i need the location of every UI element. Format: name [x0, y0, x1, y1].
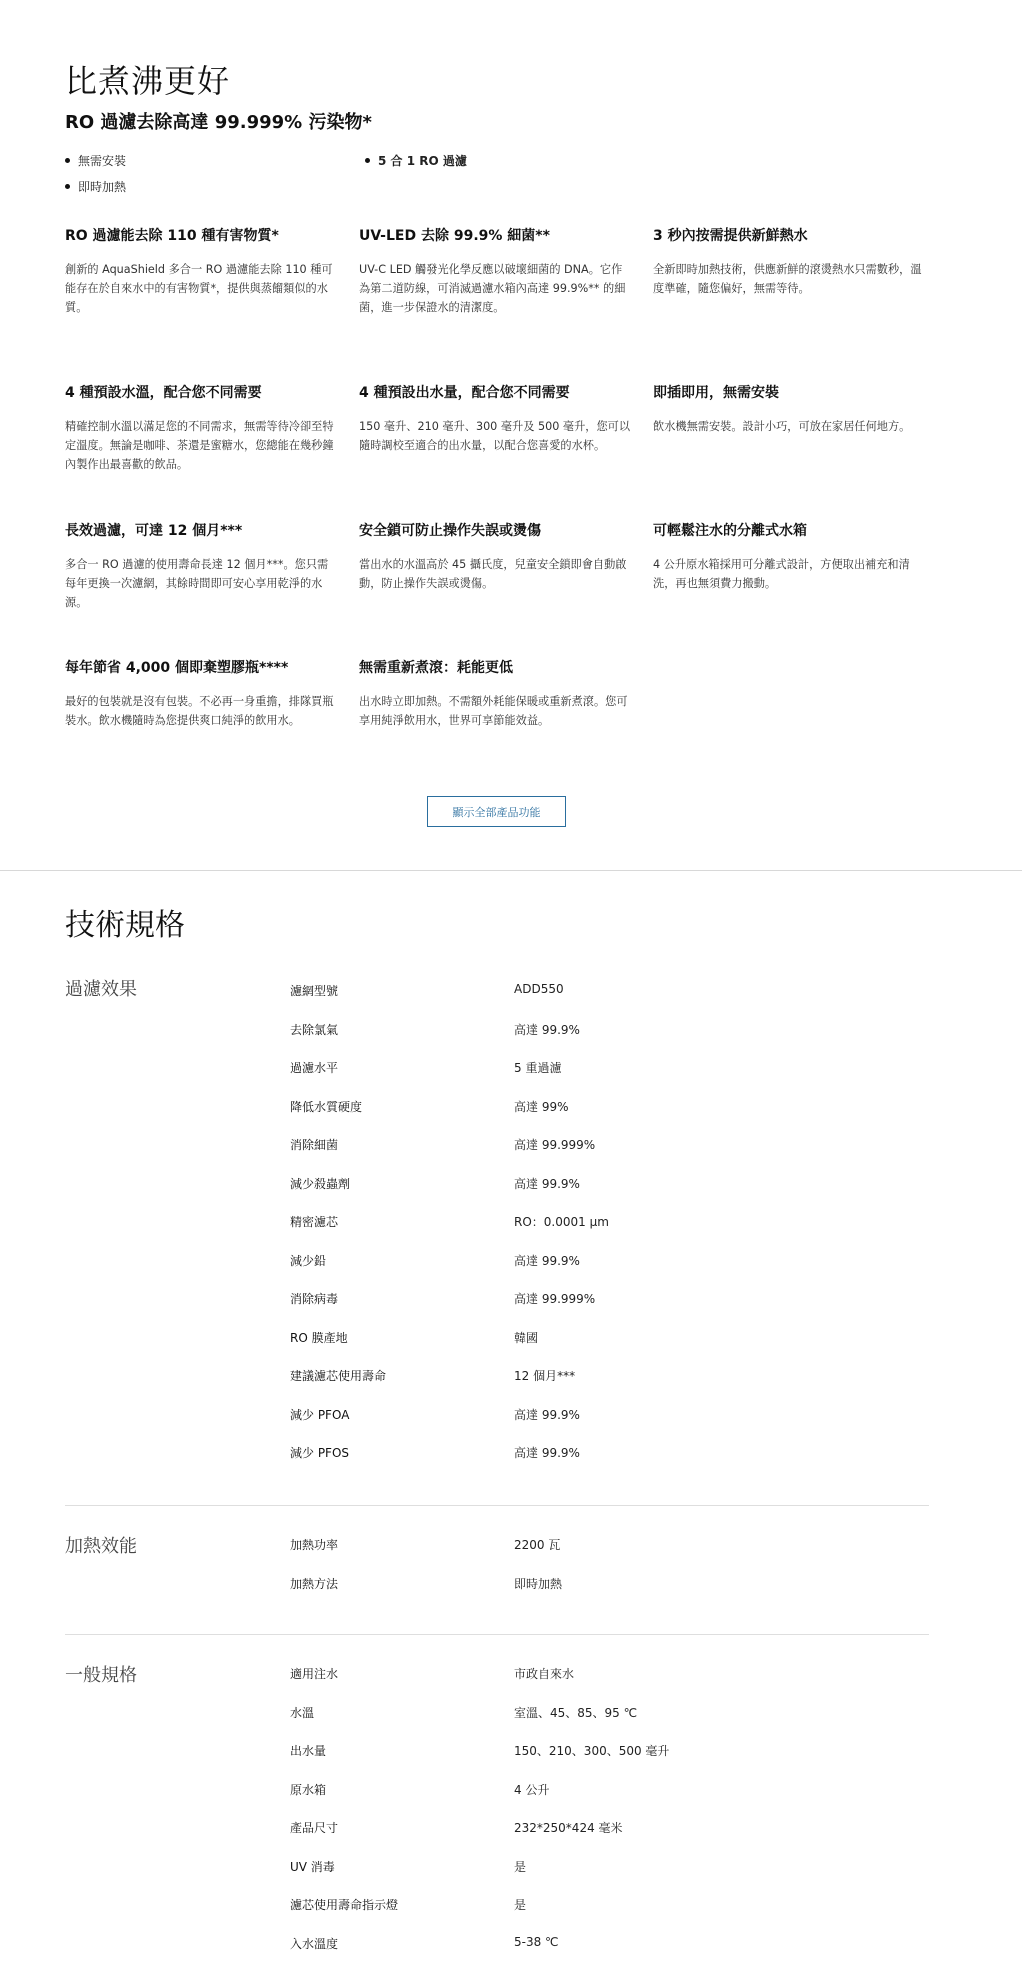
- feature-title: 4 種預設水溫，配合您不同需要: [65, 385, 262, 401]
- spec-key: 原水箱: [290, 1783, 327, 1797]
- spec-value: ADD550: [514, 982, 564, 996]
- feature-title: RO 過濾能去除 110 種有害物質*: [65, 228, 279, 244]
- highlight-label: 無需安裝: [78, 154, 127, 168]
- spec-key: 濾網型號: [290, 984, 339, 998]
- highlight-label: 5 合 1 RO 過濾: [378, 154, 467, 168]
- feature-card: [653, 383, 925, 436]
- feature-card: [359, 658, 631, 730]
- spec-row: [290, 1781, 929, 1801]
- feature-card: [653, 226, 925, 298]
- spec-value: 韓國: [514, 1331, 539, 1345]
- spec-value: 即時加熱: [514, 1577, 563, 1591]
- spec-key: UV 消毒: [290, 1860, 335, 1874]
- spec-key: RO 膜產地: [290, 1331, 348, 1345]
- specs-title: 技術規格: [65, 908, 185, 943]
- spec-row: [290, 1742, 929, 1762]
- spec-row: [290, 1406, 929, 1426]
- page-title: 比煮沸更好: [65, 62, 231, 100]
- spec-key: 過濾水平: [290, 1061, 339, 1075]
- bullet-icon: [65, 158, 70, 163]
- spec-row: [290, 1536, 929, 1556]
- spec-value: 高達 99%: [514, 1100, 569, 1114]
- feature-card: [359, 521, 631, 593]
- feature-description: 150 毫升、210 毫升、300 毫升及 500 毫升，您可以隨時調校至適合的出水量，以配合您喜愛的水杯。: [359, 420, 631, 452]
- spec-key: 濾芯使用壽命指示燈: [290, 1898, 399, 1912]
- feature-title: 長效過濾，可達 12 個月***: [65, 523, 243, 539]
- spec-value: 高達 99.9%: [514, 1254, 580, 1268]
- spec-row: [290, 1252, 929, 1272]
- spec-value: 232*250*424 毫米: [514, 1821, 623, 1835]
- highlight-item: [65, 178, 126, 195]
- spec-row: [290, 982, 929, 1002]
- spec-key: 減少 PFOS: [290, 1446, 350, 1460]
- spec-value: 4 公升: [514, 1783, 550, 1797]
- spec-key: 消除細菌: [290, 1138, 339, 1152]
- feature-description: 飲水機無需安裝。設計小巧，可放在家居任何地方。: [653, 420, 911, 433]
- spec-key: 建議濾芯使用壽命: [290, 1369, 387, 1383]
- feature-title: 3 秒內按需提供新鮮熱水: [653, 228, 808, 244]
- highlight-item: [365, 152, 467, 169]
- bullet-icon: [365, 158, 370, 163]
- spec-key: 減少殺蟲劑: [290, 1177, 351, 1191]
- feature-description: 當出水的水溫高於 45 攝氏度，兒童安全鎖即會自動啟動，防止操作失誤或燙傷。: [359, 558, 627, 590]
- feature-description: 全新即時加熱技術，供應新鮮的滾燙熱水只需數秒，溫度準確，隨您偏好，無需等待。: [653, 263, 922, 295]
- spec-value: 市政自來水: [514, 1667, 575, 1681]
- feature-title: 可輕鬆注水的分離式水箱: [653, 523, 807, 539]
- spec-row: [290, 1367, 929, 1387]
- spec-row: [290, 1098, 929, 1118]
- spec-key: 精密濾芯: [290, 1215, 339, 1229]
- spec-value: 是: [514, 1898, 527, 1912]
- spec-key: 水溫: [290, 1706, 315, 1720]
- spec-value: 高達 99.9%: [514, 1408, 580, 1422]
- spec-row: [290, 1935, 929, 1955]
- spec-row: [290, 1213, 929, 1233]
- spec-group-general: [65, 1661, 929, 1961]
- feature-title: 即插即用，無需安裝: [653, 385, 779, 401]
- spec-row: [290, 1858, 929, 1878]
- spec-value: 高達 99.9%: [514, 1177, 580, 1191]
- bullet-icon: [65, 184, 70, 189]
- feature-card: [653, 521, 925, 593]
- page-subtitle: RO 過濾去除高達 99.999% 污染物*: [65, 112, 372, 133]
- spec-value: 是: [514, 1860, 527, 1874]
- show-all-features-button[interactable]: 顯示全部產品功能: [427, 796, 566, 827]
- spec-key: 適用注水: [290, 1667, 339, 1681]
- spec-value: 高達 99.9%: [514, 1023, 580, 1037]
- spec-group-title: 過濾效果: [65, 979, 137, 1000]
- spec-row: [290, 1290, 929, 1310]
- spec-key: 產品尺寸: [290, 1821, 339, 1835]
- spec-value: 12 個月***: [514, 1369, 576, 1383]
- spec-key: 出水量: [290, 1744, 327, 1758]
- spec-value: 高達 99.9%: [514, 1446, 580, 1460]
- spec-value: 5 重過濾: [514, 1061, 562, 1075]
- feature-description: 創新的 AquaShield 多合一 RO 過濾能去除 110 種可能存在於自來水中的有害物質*，提供與蒸餾類似的水質。: [65, 263, 333, 314]
- section-divider: [0, 870, 1022, 871]
- spec-row: [290, 1819, 929, 1839]
- spec-row: [290, 1059, 929, 1079]
- highlight-label: 即時加熱: [78, 180, 127, 194]
- spec-key: 加熱方法: [290, 1577, 339, 1591]
- spec-key: 減少 PFOA: [290, 1408, 350, 1422]
- spec-group-heating: [65, 1532, 929, 1612]
- spec-group-divider: [65, 1505, 929, 1506]
- spec-row: [290, 1896, 929, 1916]
- feature-description: UV-C LED 觸發光化學反應以破壞細菌的 DNA。它作為第二道防線，可消滅過濾水箱內高達 99.9%** 的細菌，進一步保證水的清潔度。: [359, 263, 626, 314]
- spec-value: RO：0.0001 μm: [514, 1215, 609, 1229]
- spec-row: [290, 1175, 929, 1195]
- spec-key: 入水溫度: [290, 1937, 339, 1951]
- feature-title: 無需重新煮滾：耗能更低: [359, 660, 513, 676]
- feature-description: 4 公升原水箱採用可分離式設計，方便取出補充和清洗，再也無須費力搬動。: [653, 558, 910, 590]
- spec-group-title: 一般規格: [65, 1665, 137, 1686]
- spec-row: [290, 1704, 929, 1724]
- spec-value: 2200 瓦: [514, 1538, 561, 1552]
- feature-description: 最好的包裝就是沒有包裝。不必再一身重擔，排隊買瓶裝水。飲水機隨時為您提供爽口純淨的飲用水。: [65, 695, 334, 727]
- feature-card: [65, 383, 337, 474]
- feature-card: [359, 383, 631, 455]
- spec-row: [290, 1444, 929, 1464]
- spec-group-filtration: [65, 975, 929, 1460]
- highlight-item: [65, 152, 126, 169]
- spec-row: [290, 1021, 929, 1041]
- feature-card: [359, 226, 631, 317]
- feature-description: 多合一 RO 過濾的使用壽命長達 12 個月***。您只需每年更換一次濾網，其餘時間即可安心享用乾淨的水源。: [65, 558, 329, 609]
- spec-key: 消除病毒: [290, 1292, 339, 1306]
- feature-title: 4 種預設出水量，配合您不同需要: [359, 385, 570, 401]
- spec-value: 150、210、300、500 毫升: [514, 1744, 670, 1758]
- spec-key: 加熱功率: [290, 1538, 339, 1552]
- spec-row: [290, 1136, 929, 1156]
- spec-value: 高達 99.999%: [514, 1292, 596, 1306]
- feature-card: [65, 658, 337, 730]
- feature-description: 精確控制水溫以滿足您的不同需求，無需等待冷卻至特定溫度。無論是咖啡、茶還是蜜糖水，您總能在幾秒鐘內製作出最喜歡的飲品。: [65, 420, 334, 471]
- feature-card: [65, 226, 337, 317]
- spec-key: 減少鉛: [290, 1254, 327, 1268]
- spec-value: 室溫、45、85、95 ℃: [514, 1706, 638, 1720]
- feature-title: 安全鎖可防止操作失誤或燙傷: [359, 523, 541, 539]
- spec-value: 高達 99.999%: [514, 1138, 596, 1152]
- spec-value: 5-38 ℃: [514, 1935, 559, 1949]
- spec-row: [290, 1665, 929, 1685]
- feature-title: UV-LED 去除 99.9% 細菌**: [359, 228, 550, 244]
- feature-card: [65, 521, 337, 612]
- spec-row: [290, 1575, 929, 1595]
- feature-title: 每年節省 4,000 個即棄塑膠瓶****: [65, 660, 289, 676]
- highlight-list: [65, 152, 685, 208]
- spec-group-divider: [65, 1634, 929, 1635]
- spec-key: 去除氯氣: [290, 1023, 339, 1037]
- spec-key: 降低水質硬度: [290, 1100, 363, 1114]
- feature-description: 出水時立即加熱。不需額外耗能保暖或重新煮滾。您可享用純淨飲用水，世界可享節能效益。: [359, 695, 628, 727]
- spec-group-title: 加熱效能: [65, 1536, 137, 1557]
- spec-row: [290, 1329, 929, 1349]
